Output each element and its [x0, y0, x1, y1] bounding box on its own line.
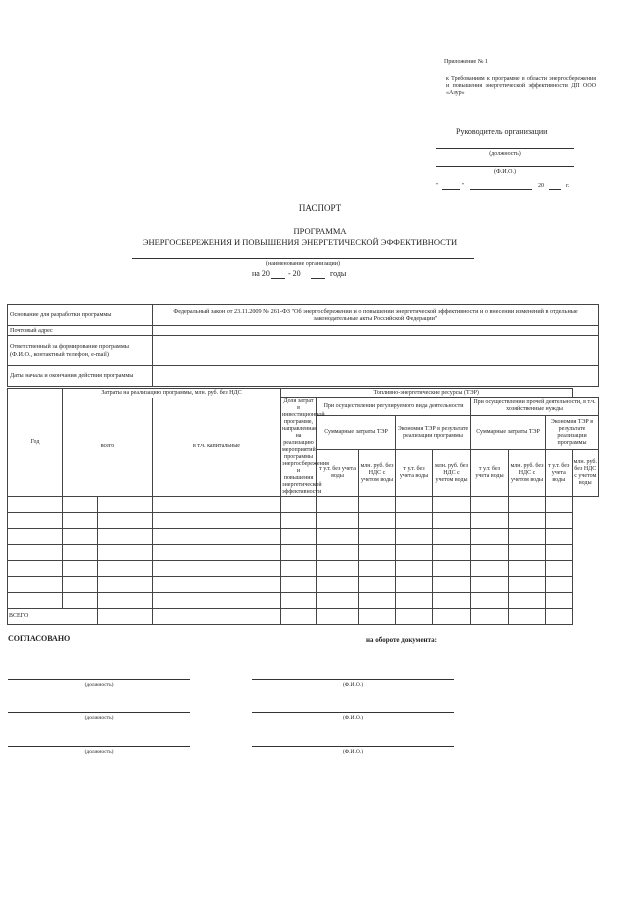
program-subtitle: ЭНЕРГОСБЕРЕЖЕНИЯ И ПОВЫШЕНИЯ ЭНЕРГЕТИЧЕСКОЙ ЭФФЕКТИВНОСТИ — [142, 237, 458, 247]
sum-costs-header: Суммарные затраты ТЭР — [317, 415, 396, 450]
passport-title: ПАСПОРТ — [298, 203, 342, 213]
capital-header: в т.ч. капитальные — [153, 398, 281, 497]
table-row — [8, 593, 599, 609]
economy-header: Экономия ТЭР в результате реализации программы — [546, 415, 599, 450]
passport-row — [8, 326, 599, 336]
sum-costs-header: Суммарные затраты ТЭР — [471, 415, 546, 450]
table-row — [8, 513, 599, 529]
passport-value — [153, 326, 599, 336]
fio-caption: (Ф.И.О.) — [494, 169, 516, 175]
position-caption: (должность) — [84, 749, 114, 755]
appendix-title: Приложение № 1 — [444, 59, 488, 65]
date-quote-close: " — [462, 183, 465, 189]
passport-table — [7, 304, 599, 387]
unit-tut: т у.т. без учета воды — [471, 450, 509, 497]
position-caption: (должность) — [84, 715, 114, 721]
date-quote-open: " — [436, 183, 439, 189]
signature-line — [252, 712, 454, 713]
table-row — [8, 497, 599, 513]
economy-header: Экономия ТЭР в результате реализации программы — [396, 415, 471, 450]
date-suffix: г. — [566, 183, 570, 189]
signature-line — [252, 746, 454, 747]
passport-label: Даты начала и окончания действия программы — [8, 366, 153, 387]
agreed-label: СОГЛАСОВАНО — [8, 634, 71, 643]
signature-line — [8, 679, 190, 680]
passport-label: Основание для разработки программы — [8, 305, 153, 326]
org-line — [132, 258, 474, 259]
table-row — [8, 561, 599, 577]
other-header: При осуществлении прочей деятельности, в т.ч. хозяйственные нужды — [471, 398, 599, 416]
date-day-line — [442, 189, 460, 190]
fio-caption: (Ф.И.О.) — [342, 682, 364, 688]
passport-value: Федеральный закон от 23.11.2009 № 261-ФЗ "Об энергосбережении и о повышении энергетической эффективности и о внесении изменений в отдельные законодательные акты Российской Федерации" — [153, 305, 599, 326]
fio-line — [436, 166, 574, 167]
regulated-header: При осуществлении регулируемого вида деятельности — [317, 398, 471, 416]
unit-rub: млн. руб. без НДС с учетом воды — [509, 450, 546, 497]
total-row-label: ВСЕГО — [8, 609, 98, 625]
table-row — [8, 545, 599, 561]
passport-row — [8, 336, 599, 366]
reverse-label: на обороте документа: — [366, 636, 437, 644]
ter-table — [7, 388, 599, 625]
passport-row — [8, 366, 599, 387]
year-header: Год — [8, 389, 63, 497]
date-year: 20 — [538, 183, 544, 189]
passport-label: Почтовый адрес — [8, 326, 153, 336]
passport-value — [153, 336, 599, 366]
appendix-text: к Требованиям к программе в области энергосбережения и повышения энергетической эффективности ДП ООО «Азур» — [446, 76, 596, 96]
passport-label: Ответственный за формирование программы (Ф.И.О., контактный телефон, e-mail) — [8, 336, 153, 366]
invest-share-header: Доля затрат в инвестиционной программе, направленная на реализацию мероприятий программы энергосбережения и повышения энергетической эффективности — [282, 398, 329, 495]
approval-head: Руководитель организации — [456, 127, 548, 136]
period-start-line — [271, 278, 285, 279]
signature-line — [8, 746, 190, 747]
org-caption: (наименование организации) — [266, 261, 340, 267]
position-line — [436, 148, 574, 149]
date-year-line — [549, 189, 561, 190]
period-mid: - 20 — [288, 269, 301, 278]
signature-line — [8, 712, 190, 713]
unit-rub: млн. руб. без НДС с учетом воды — [359, 450, 396, 497]
total-header: всего — [63, 398, 153, 497]
passport-row — [8, 305, 599, 326]
program-title: ПРОГРАММА — [293, 226, 347, 236]
fio-caption: (Ф.И.О.) — [342, 749, 364, 755]
costs-header: Затраты на реализацию программы, млн. руб. без НДС — [63, 389, 281, 398]
signature-line — [252, 679, 454, 680]
unit-rub: млн. руб. без НДС с учетом воды — [572, 450, 599, 497]
period-suffix: годы — [330, 269, 347, 278]
period-end-line — [311, 278, 325, 279]
unit-tut: т у.т. без учета воды — [546, 450, 573, 497]
passport-value — [153, 366, 599, 387]
position-caption: (должность) — [489, 151, 521, 157]
table-row — [8, 529, 599, 545]
date-month-line — [470, 189, 532, 190]
unit-tut: т у.т. без учета воды — [396, 450, 433, 497]
period-prefix: на 20 — [252, 269, 270, 278]
unit-tut: т у.т. без учета воды — [317, 450, 359, 497]
ter-header: Топливно-энергетические ресурсы (ТЭР) — [281, 389, 573, 398]
fio-caption: (Ф.И.О.) — [342, 715, 364, 721]
table-row — [8, 577, 599, 593]
total-row — [8, 609, 599, 625]
unit-rub: млн. руб. без НДС с учетом воды — [433, 450, 471, 497]
position-caption: (должность) — [84, 682, 114, 688]
